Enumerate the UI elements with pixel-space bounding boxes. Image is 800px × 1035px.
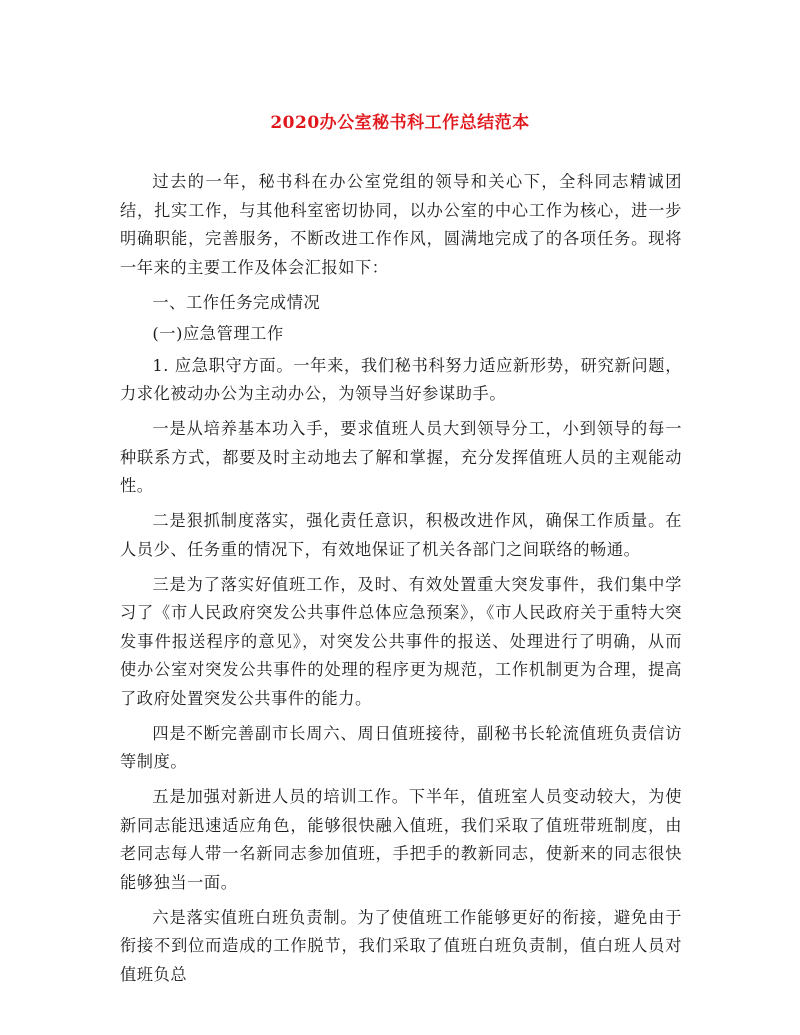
paragraph-point-5: 五是加强对新进人员的培训工作。下半年，值班室人员变动较大，为使新同志能迅速适应角色，能够很快融入值班，我们采取了值班带班制度，由老同志每人带一名新同志参加值班，手把手的教新同志，使新来的同志很快能够独当一面。 bbox=[120, 787, 682, 892]
subsection-heading-1: (一)应急管理工作 bbox=[152, 324, 284, 343]
paragraph-item-1: 1. 应急职守方面。一年来，我们秘书科努力适应新形势，研究新问题，力求化被动办公为主动办公，为领导当好参谋助手。 bbox=[120, 355, 682, 403]
paragraph-point-4: 四是不断完善副市长周六、周日值班接待，副秘书长轮流值班负责信访等制度。 bbox=[120, 723, 682, 771]
document-body bbox=[120, 168, 682, 996]
paragraph-intro: 过去的一年，秘书科在办公室党组的领导和关心下，全科同志精诚团结，扎实工作，与其他科室密切协同，以办公室的中心工作为核心，进一步明确职能，完善服务，不断改进工作作风，圆满地完成了的各项任务。现将一年来的主要工作及体会汇报如下： bbox=[120, 172, 682, 277]
document-title: 2020办公室秘书科工作总结范本 bbox=[270, 113, 530, 133]
paragraph-point-1: 一是从培养基本功入手，要求值班人员大到领导分工，小到领导的每一种联系方式，都要及时主动地去了解和掌握，充分发挥值班人员的主观能动性。 bbox=[120, 419, 682, 495]
paragraph-point-3: 三是为了落实好值班工作，及时、有效处置重大突发事件，我们集中学习了《市人民政府突发公共事件总体应急预案》，《市人民政府关于重特大突发事件报送程序的意见》，对突发公共事件的报送、处理进行了明确，从而使办公室对突发公共事件的处理的程序更为规范，工作机制更为合理，提高了政府处置突发公共事件的能力。 bbox=[120, 574, 682, 708]
section-heading-1: 一、工作任务完成情况 bbox=[152, 292, 321, 312]
paragraph-point-2: 二是狠抓制度落实，强化责任意识，积极改进作风，确保工作质量。在人员少、任务重的情况下，有效地保证了机关各部门之间联络的畅通。 bbox=[120, 511, 682, 559]
paragraph-point-6: 六是落实值班白班负责制。为了使值班工作能够更好的衔接，避免由于衔接不到位而造成的工作脱节，我们采取了值班白班负责制，值白班人员对值班负总 bbox=[120, 907, 682, 984]
